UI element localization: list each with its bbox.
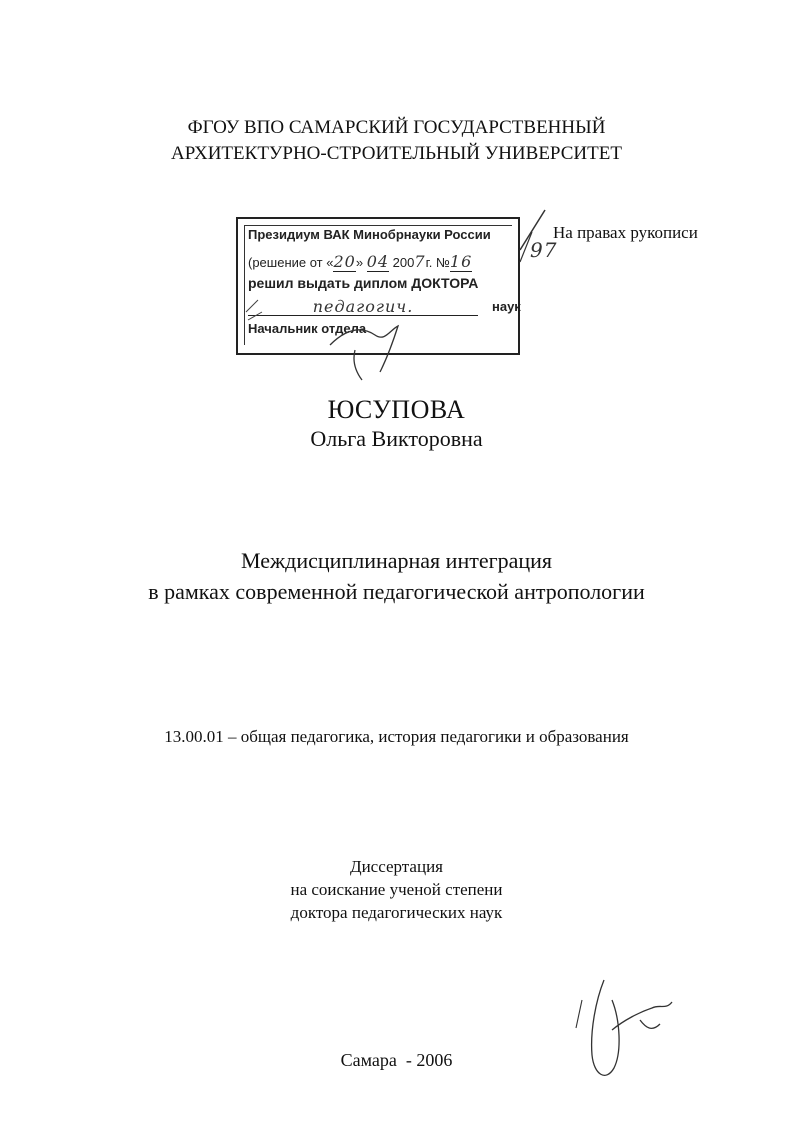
stamp-margin-note: 97 [530,238,558,262]
institution-line-1: ФГОУ ВПО САМАРСКИЙ ГОСУДАРСТВЕННЫЙ [187,117,606,138]
stamp-slash-mark [520,210,545,250]
dissertation-title [0,545,793,607]
stamp-decision-prefix: (решение от « [248,255,334,270]
place-year: Самара - 2006 [340,1050,453,1070]
stamp-corner-marks [246,300,262,320]
stamp-decision-number-label: г. № [425,255,450,270]
stamp-decision-year-prefix: 200 [389,255,415,270]
stamp-line-sciences: наук [492,299,521,314]
specialty-code: 13.00.01 – общая педагогика, история педагогики и образования [164,727,629,746]
stamp-line-diploma: решил выдать диплом ДОКТОРА [248,275,479,291]
stamp-decision-quote: » [355,255,364,270]
title-line-2: в рамках современной педагогической антропологии [148,579,645,604]
stamp-signature [330,326,398,380]
stamp-field-handwritten: педагогич. [312,297,414,316]
dissertation-degree [0,855,793,924]
stamp-number: 16 [449,252,473,271]
degree-line-1: Диссертация [349,857,443,876]
stamp-month: 04 [366,252,390,271]
author-first-names: Ольга Викторовна [310,426,483,451]
institution-line-2: АРХИТЕКТУРНО-СТРОИТЕЛЬНЫЙ УНИВЕРСИТЕТ [171,143,622,164]
degree-line-2: на соискание ученой степени [290,880,503,899]
author-last-name: ЮСУПОВА [327,395,466,424]
stamp-year-digit: 7 [414,252,426,271]
title-line-1: Междисциплинарная интеграция [240,548,553,573]
stamp-line-presidium: Президиум ВАК Минобрнауки России [248,227,491,242]
stamp-line-head: Начальник отдела [248,321,367,336]
stamp-day: 20 [333,252,356,271]
author-signature-stroke [576,1000,582,1028]
rights-note: На правах рукописи [553,223,698,242]
degree-line-3: доктора педагогических наук [290,903,503,922]
